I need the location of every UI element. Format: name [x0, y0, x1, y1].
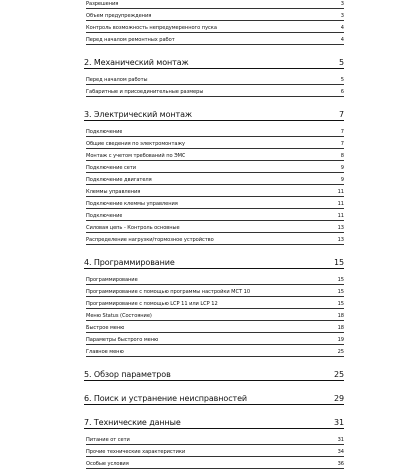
- toc-entry-title: Подключение сети: [86, 165, 137, 171]
- toc-entry-title: Параметры быстрого меню: [86, 337, 159, 343]
- toc-entry-title: Перед началом работы: [86, 77, 148, 83]
- toc-page-number: 7: [339, 110, 344, 119]
- toc-page-number: 15: [337, 289, 344, 295]
- toc-entry-title: Программирование: [86, 277, 138, 283]
- toc-page-number: 5: [339, 58, 344, 67]
- toc-entry-row[interactable]: [86, 32, 344, 45]
- toc-page-number: 19: [337, 337, 344, 343]
- toc-entry-row[interactable]: [86, 84, 344, 97]
- toc-section-title: 7. Технические данные: [84, 418, 181, 427]
- toc-page-number: 9: [340, 165, 344, 171]
- toc-section-row[interactable]: [84, 254, 344, 269]
- toc-page-number: 3: [340, 1, 344, 7]
- toc-page-number: 9: [340, 177, 344, 183]
- toc-section-title: 3. Электрический монтаж: [84, 110, 193, 119]
- toc-entry-title: Программирование с помощью LCP 11 или LCP 12: [86, 301, 218, 307]
- toc-entry-title: Главное меню: [86, 349, 124, 355]
- toc-entry-title: Объем предупреждения: [86, 13, 152, 19]
- toc-page-number: 18: [337, 313, 344, 319]
- toc-entry-title: Перед началом ремонтных работ: [86, 37, 175, 43]
- toc-entry-row[interactable]: [86, 344, 344, 357]
- toc-entry-title: Монтаж с учетом требований по ЭМС: [86, 153, 186, 159]
- toc-entry-title: Распределение нагрузки/тормозное устройство: [86, 237, 214, 243]
- toc-section-title: 2. Механический монтаж: [84, 58, 189, 67]
- toc-section-title: 4. Программирование: [84, 258, 175, 267]
- toc-page-number: 11: [337, 189, 344, 195]
- toc-entry-title: Контроль возможность непредумеренного пуска: [86, 25, 217, 31]
- toc-page-number: 18: [337, 325, 344, 331]
- toc-page-number: 25: [337, 349, 344, 355]
- toc-page-number: 36: [337, 461, 344, 467]
- toc-entry-title: Клеммы управления: [86, 189, 141, 195]
- toc-section-row[interactable]: [84, 390, 344, 405]
- toc-section-row[interactable]: [84, 414, 344, 429]
- toc-page-number: 8: [340, 153, 344, 159]
- toc-entry-title: Программирование с помощью программы настройки MCT 10: [86, 289, 251, 295]
- toc-entry-title: Особые условия: [86, 461, 129, 467]
- toc-page-number: 4: [340, 37, 344, 43]
- toc-entry-title: Разрешения: [86, 1, 119, 7]
- toc-page-number: 7: [340, 141, 344, 147]
- toc-page-number: 15: [337, 277, 344, 283]
- toc-entry-row[interactable]: [86, 456, 344, 469]
- toc-section-title: 6. Поиск и устранение неисправностей: [84, 394, 248, 403]
- toc-entry-title: Общие сведения по электромонтажу: [86, 141, 185, 147]
- toc-section-row[interactable]: [84, 366, 344, 381]
- toc-entry-title: Подключение: [86, 129, 123, 135]
- toc-page-number: 11: [337, 201, 344, 207]
- toc-page-number: 13: [337, 225, 344, 231]
- toc-entry-title: Прочие технические характеристики: [86, 449, 186, 455]
- toc-page-number: 3: [340, 13, 344, 19]
- toc-page-number: 5: [340, 77, 344, 83]
- toc-page-number: 13: [337, 237, 344, 243]
- toc-page-number: 31: [334, 418, 344, 427]
- toc-entry-row[interactable]: [86, 232, 344, 245]
- toc-page-number: 34: [337, 449, 344, 455]
- toc-section-title: 5. Обзор параметров: [84, 370, 171, 379]
- toc-page-number: 7: [340, 129, 344, 135]
- toc-entry-title: Питание от сети: [86, 437, 130, 443]
- toc-entry-title: Подключение клеммы управления: [86, 201, 178, 207]
- toc-page-number: 4: [340, 25, 344, 31]
- toc-entry-title: Меню Status (Состояние): [86, 313, 152, 319]
- toc-section-row[interactable]: [84, 106, 344, 121]
- toc-page-number: 15: [337, 301, 344, 307]
- toc-entry-title: Габаритные и присоединительные размеры: [86, 89, 204, 95]
- toc-page-number: 15: [334, 258, 344, 267]
- toc-page-number: 6: [340, 89, 344, 95]
- toc-entry-title: Быстрое меню: [86, 325, 125, 331]
- toc-page-number: 11: [337, 213, 344, 219]
- toc-entry-title: Подключение двигателя: [86, 177, 152, 183]
- toc-entry-title: Подключение: [86, 213, 123, 219]
- toc-page-number: 31: [337, 437, 344, 443]
- toc-page-number: 29: [334, 394, 344, 403]
- toc-page-number: 25: [334, 370, 344, 379]
- toc-section-row[interactable]: [84, 54, 344, 69]
- toc-entry-title: Силовая цепь - Контроль основные: [86, 225, 180, 231]
